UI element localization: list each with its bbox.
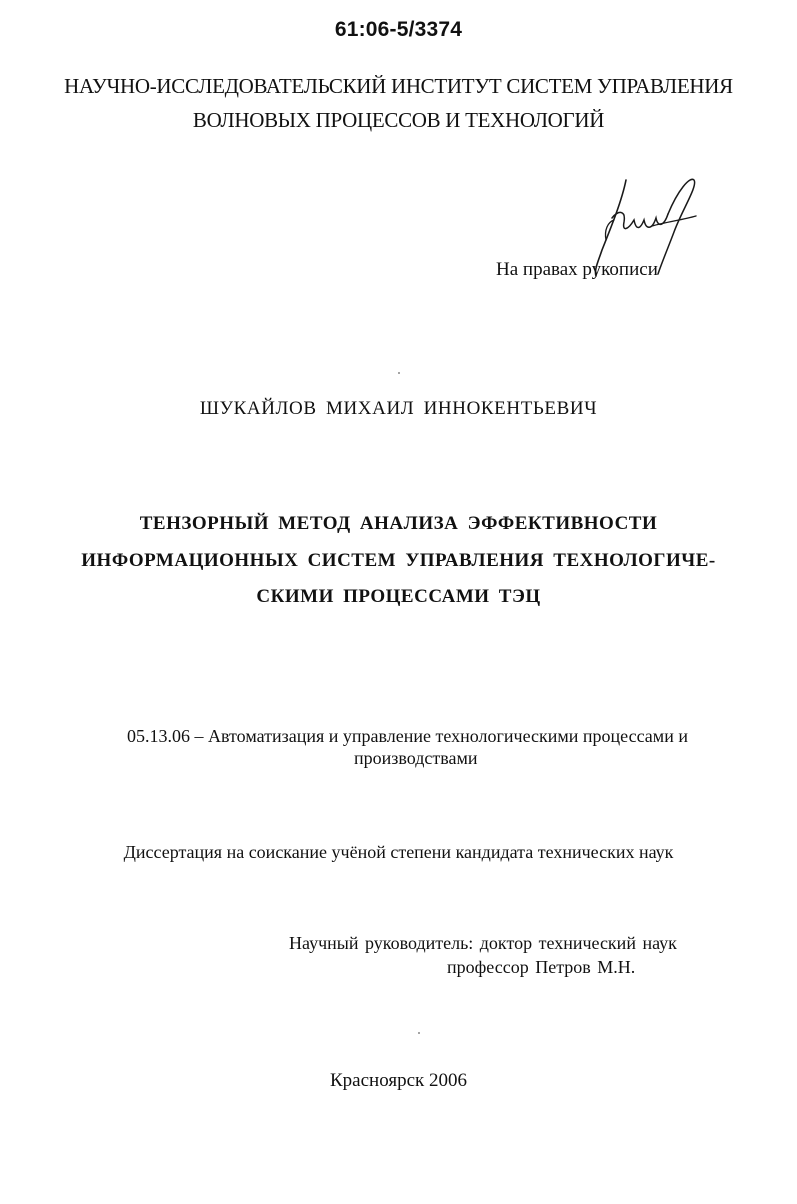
thesis-title-line-3: СКИМИ ПРОЦЕССАМИ ТЭЦ — [256, 586, 541, 607]
manuscript-rights-note: На правах рукописи — [496, 259, 658, 280]
institution-line-2: ВОЛНОВЫХ ПРОЦЕССОВ И ТЕХНОЛОГИЙ — [192, 108, 605, 132]
archive-code: 61:06-5/3374 — [334, 18, 463, 41]
thesis-statement: Диссертация на соискание учёной степени кандидата технических наук — [123, 842, 674, 862]
supervisor-line-1: Научный руководитель: доктор технический наук — [289, 933, 677, 953]
specialty-line-2: производствами — [354, 748, 478, 768]
supervisor-line-2: профессор Петров М.Н. — [447, 957, 636, 977]
city-year: Красноярск 2006 — [330, 1070, 467, 1091]
author-name: ШУКАЙЛОВ МИХАИЛ ИННОКЕНТЬЕВИЧ — [199, 398, 598, 419]
institution-line-1: НАУЧНО-ИССЛЕДОВАТЕЛЬСКИЙ ИНСТИТУТ СИСТЕМ УПРАВЛЕНИЯ — [64, 74, 733, 98]
specialty-line-1: 05.13.06 – Автоматизация и управление технологическими процессами и — [127, 726, 688, 746]
scan-speck — [398, 372, 400, 374]
scan-speck — [418, 1032, 420, 1034]
thesis-title-line-2: ИНФОРМАЦИОННЫХ СИСТЕМ УПРАВЛЕНИЯ ТЕХНОЛОГИЧЕ- — [81, 550, 716, 571]
thesis-title-line-1: ТЕНЗОРНЫЙ МЕТОД АНАЛИЗА ЭФФЕКТИВНОСТИ — [139, 513, 658, 534]
